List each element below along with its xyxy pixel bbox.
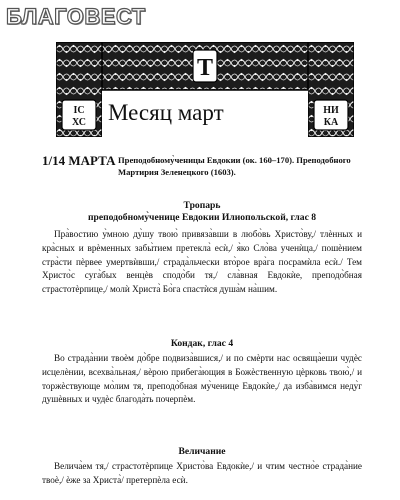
velichanie-paragraph: Велича̀ем тя,/ страстотѐрпице Христо̀ва Евдокѝе,/ и чтим честно̀е страда̀ние твоѐ,/ ѐже за Христа̀/ претерпѐла есѝ. [42, 461, 362, 485]
watermark-logo: БЛАГОВЕСТ [6, 4, 146, 29]
month-title: Месяц март [108, 100, 224, 125]
velichanie-text [42, 460, 362, 488]
troparion-heading: Тропарь [183, 200, 221, 211]
kontakion-title [42, 338, 362, 350]
kontakion-paragraph: Во страда̀нии твоѐм до̀бре подвиза̀вшися,/ и по смѐрти нас освяща̀еши чудѐс исцелѐнии, всехва̀льная,/ вѐрою прибега̀ющия в Божѐственную цѐрковь твою̀,/ и торжѐствующе мо̀лим тя, преподо̀бная му̀ченице Евдокѝе,/ да изба̀вимся неду̀г душѐвных и чудѐс благода̀ть почерпѐм. [42, 353, 362, 405]
troparion-subheading: преподобному̀ченице Евдокии Илиопольской, глас 8 [87, 212, 317, 223]
right-seal-line-1: НИ [323, 105, 339, 116]
frame-top-letter: Т [196, 55, 214, 81]
velichanie-heading: Величание [178, 446, 226, 457]
velichanie-title [42, 446, 362, 458]
left-seal-line-2: ХС [71, 117, 87, 128]
kontakion-text [42, 352, 362, 407]
troparion-text [42, 228, 362, 297]
entry-date: 1/14 МАРТА [42, 153, 116, 168]
troparion-paragraph: Пра̀востию у̀мною ду̀шу твою̀ привяза̀вши в любо̀вь Христо̀ву,/ тлѐнных и кра̀сных и врѐменных забы̀тием претекла̀ есѝ,/ я̀ко Сло̀ва ученѝца,/ пошѐнием стра̀сти пѐрвее умертвѝвши,/ страда̀льчески вто̀рое вра̀га посрамѝла есѝ./ Тем Христо̀с суга̀бых венцѐв сподо̀би тя,/ сла̀вная Евдокѝе, преподо̀бная страстотѐрпице,/ молѝ Христа̀ Бо̀га спастѝся душа̀м на̀шим. [42, 229, 362, 295]
right-seal-line-2: КА [323, 117, 339, 128]
left-seal-line-1: IС [73, 105, 85, 116]
troparion-title [42, 200, 362, 224]
kontakion-heading: Кондак, глас 4 [170, 338, 234, 349]
entry-saints: Преподобному̀ченицы Евдокии (ок. 160–170). Преподобного Мартирия Зеленецкого (1603). [118, 155, 351, 177]
